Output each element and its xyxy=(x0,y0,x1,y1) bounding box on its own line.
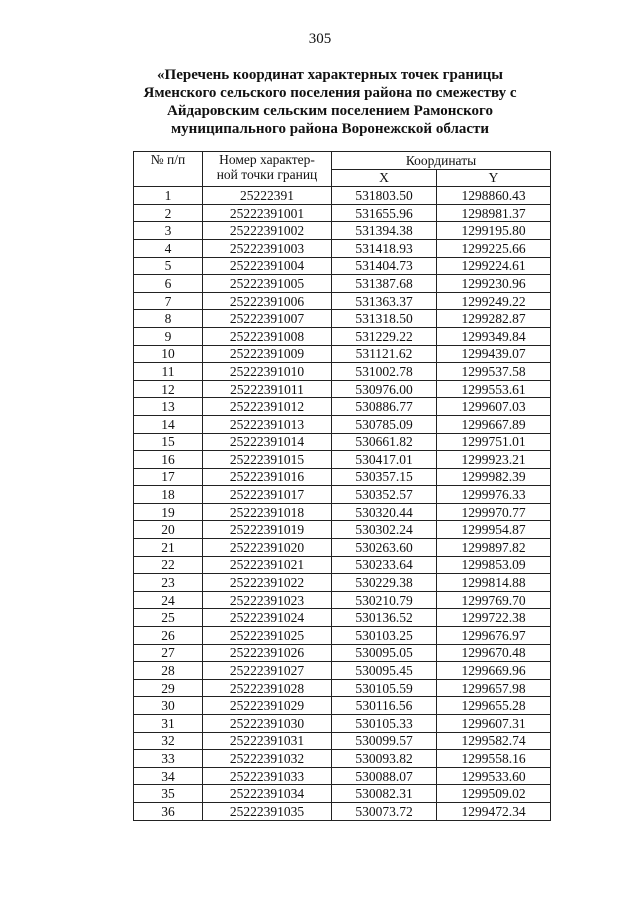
x-coordinate-cell: 531387.68 xyxy=(332,275,437,293)
x-coordinate-cell: 531002.78 xyxy=(332,363,437,381)
x-coordinate-cell: 530095.05 xyxy=(332,644,437,662)
point-number-cell: 25222391031 xyxy=(203,732,332,750)
table-row xyxy=(134,222,551,240)
y-coordinate-cell: 1299558.16 xyxy=(437,750,551,768)
page-number: 305 xyxy=(308,31,332,47)
x-coordinate-cell: 531803.50 xyxy=(332,187,437,205)
table-row xyxy=(134,187,551,205)
table-row xyxy=(134,556,551,574)
y-coordinate-cell: 1299982.39 xyxy=(437,468,551,486)
row-number-cell: 17 xyxy=(134,468,203,486)
x-coordinate-cell: 530357.15 xyxy=(332,468,437,486)
table-row xyxy=(134,591,551,609)
header-x: X xyxy=(332,169,437,187)
table-body xyxy=(134,187,551,820)
point-number-cell: 25222391021 xyxy=(203,556,332,574)
row-number-cell: 18 xyxy=(134,486,203,504)
row-number-cell: 13 xyxy=(134,398,203,416)
row-number-cell: 14 xyxy=(134,415,203,433)
table-row xyxy=(134,204,551,222)
point-number-cell: 25222391019 xyxy=(203,521,332,539)
row-number-cell: 10 xyxy=(134,345,203,363)
point-number-cell: 25222391007 xyxy=(203,310,332,328)
table-row xyxy=(134,257,551,275)
x-coordinate-cell: 531394.38 xyxy=(332,222,437,240)
x-coordinate-cell: 531418.93 xyxy=(332,239,437,257)
y-coordinate-cell: 1299472.34 xyxy=(437,802,551,820)
point-number-cell: 25222391030 xyxy=(203,715,332,733)
point-number-cell: 25222391 xyxy=(203,187,332,205)
table-row xyxy=(134,767,551,785)
row-number-cell: 19 xyxy=(134,503,203,521)
table-row xyxy=(134,785,551,803)
x-coordinate-cell: 531363.37 xyxy=(332,292,437,310)
x-coordinate-cell: 530093.82 xyxy=(332,750,437,768)
row-number-cell: 31 xyxy=(134,715,203,733)
row-number-cell: 26 xyxy=(134,627,203,645)
table-row xyxy=(134,275,551,293)
x-coordinate-cell: 530088.07 xyxy=(332,767,437,785)
table-row xyxy=(134,750,551,768)
point-number-cell: 25222391016 xyxy=(203,468,332,486)
y-coordinate-cell: 1299439.07 xyxy=(437,345,551,363)
y-coordinate-cell: 1299582.74 xyxy=(437,732,551,750)
x-coordinate-cell: 530785.09 xyxy=(332,415,437,433)
point-number-cell: 25222391033 xyxy=(203,767,332,785)
x-coordinate-cell: 530661.82 xyxy=(332,433,437,451)
header-row-number: № п/п xyxy=(134,152,203,187)
y-coordinate-cell: 1299553.61 xyxy=(437,380,551,398)
x-coordinate-cell: 530320.44 xyxy=(332,503,437,521)
y-coordinate-cell: 1299224.61 xyxy=(437,257,551,275)
row-number-cell: 2 xyxy=(134,204,203,222)
y-coordinate-cell: 1299509.02 xyxy=(437,785,551,803)
x-coordinate-cell: 530210.79 xyxy=(332,591,437,609)
x-coordinate-cell: 530136.52 xyxy=(332,609,437,627)
x-coordinate-cell: 530073.72 xyxy=(332,802,437,820)
y-coordinate-cell: 1299751.01 xyxy=(437,433,551,451)
x-coordinate-cell: 530417.01 xyxy=(332,451,437,469)
y-coordinate-cell: 1299607.31 xyxy=(437,715,551,733)
table-row xyxy=(134,802,551,820)
y-coordinate-cell: 1299897.82 xyxy=(437,539,551,557)
y-coordinate-cell: 1299970.77 xyxy=(437,503,551,521)
header-point-line: ной точки границ xyxy=(216,167,318,182)
table-row xyxy=(134,539,551,557)
y-coordinate-cell: 1299225.66 xyxy=(437,239,551,257)
coordinates-table xyxy=(133,151,551,821)
table-row xyxy=(134,715,551,733)
point-number-cell: 25222391026 xyxy=(203,644,332,662)
y-coordinate-cell: 1299657.98 xyxy=(437,679,551,697)
row-number-cell: 4 xyxy=(134,239,203,257)
point-number-cell: 25222391022 xyxy=(203,574,332,592)
x-coordinate-cell: 530095.45 xyxy=(332,662,437,680)
point-number-cell: 25222391029 xyxy=(203,697,332,715)
row-number-cell: 32 xyxy=(134,732,203,750)
table-row xyxy=(134,627,551,645)
table-row xyxy=(134,521,551,539)
row-number-cell: 21 xyxy=(134,539,203,557)
x-coordinate-cell: 530263.60 xyxy=(332,539,437,557)
table-row xyxy=(134,415,551,433)
point-number-cell: 25222391012 xyxy=(203,398,332,416)
table-row xyxy=(134,310,551,328)
table-row xyxy=(134,662,551,680)
x-coordinate-cell: 531229.22 xyxy=(332,327,437,345)
row-number-cell: 11 xyxy=(134,363,203,381)
y-coordinate-cell: 1299537.58 xyxy=(437,363,551,381)
point-number-cell: 25222391009 xyxy=(203,345,332,363)
x-coordinate-cell: 530302.24 xyxy=(332,521,437,539)
table-row xyxy=(134,433,551,451)
y-coordinate-cell: 1299195.80 xyxy=(437,222,551,240)
row-number-cell: 7 xyxy=(134,292,203,310)
table-row xyxy=(134,292,551,310)
y-coordinate-cell: 1299655.28 xyxy=(437,697,551,715)
row-number-cell: 23 xyxy=(134,574,203,592)
row-number-cell: 30 xyxy=(134,697,203,715)
y-coordinate-cell: 1299814.88 xyxy=(437,574,551,592)
title-line: «Перечень координат характерных точек границы xyxy=(157,67,503,83)
point-number-cell: 25222391027 xyxy=(203,662,332,680)
table-row xyxy=(134,609,551,627)
point-number-cell: 25222391014 xyxy=(203,433,332,451)
table-row xyxy=(134,451,551,469)
table-row xyxy=(134,345,551,363)
point-number-cell: 25222391002 xyxy=(203,222,332,240)
y-coordinate-cell: 1299607.03 xyxy=(437,398,551,416)
y-coordinate-cell: 1299282.87 xyxy=(437,310,551,328)
row-number-cell: 9 xyxy=(134,327,203,345)
y-coordinate-cell: 1299349.84 xyxy=(437,327,551,345)
row-number-cell: 15 xyxy=(134,433,203,451)
x-coordinate-cell: 531121.62 xyxy=(332,345,437,363)
point-number-cell: 25222391035 xyxy=(203,802,332,820)
point-number-cell: 25222391001 xyxy=(203,204,332,222)
row-number-cell: 29 xyxy=(134,679,203,697)
title-line: муниципального района Воронежской области xyxy=(170,121,490,137)
point-number-cell: 25222391006 xyxy=(203,292,332,310)
x-coordinate-cell: 530103.25 xyxy=(332,627,437,645)
y-coordinate-cell: 1299230.96 xyxy=(437,275,551,293)
x-coordinate-cell: 531655.96 xyxy=(332,204,437,222)
x-coordinate-cell: 530105.33 xyxy=(332,715,437,733)
y-coordinate-cell: 1299249.22 xyxy=(437,292,551,310)
row-number-cell: 27 xyxy=(134,644,203,662)
row-number-cell: 3 xyxy=(134,222,203,240)
point-number-cell: 25222391011 xyxy=(203,380,332,398)
x-coordinate-cell: 530116.56 xyxy=(332,697,437,715)
table-row xyxy=(134,327,551,345)
row-number-cell: 25 xyxy=(134,609,203,627)
x-coordinate-cell: 530105.59 xyxy=(332,679,437,697)
header-point-line: Номер характер- xyxy=(219,152,315,167)
x-coordinate-cell: 530886.77 xyxy=(332,398,437,416)
row-number-cell: 6 xyxy=(134,275,203,293)
table-row xyxy=(134,486,551,504)
row-number-cell: 12 xyxy=(134,380,203,398)
table-row xyxy=(134,398,551,416)
point-number-cell: 25222391020 xyxy=(203,539,332,557)
table-row xyxy=(134,468,551,486)
y-coordinate-cell: 1299976.33 xyxy=(437,486,551,504)
header-coordinates: Координаты xyxy=(332,152,551,170)
y-coordinate-cell: 1299670.48 xyxy=(437,644,551,662)
point-number-cell: 25222391028 xyxy=(203,679,332,697)
y-coordinate-cell: 1299667.89 xyxy=(437,415,551,433)
y-coordinate-cell: 1299722.38 xyxy=(437,609,551,627)
table-header xyxy=(134,152,551,187)
x-coordinate-cell: 530352.57 xyxy=(332,486,437,504)
point-number-cell: 25222391034 xyxy=(203,785,332,803)
table-row xyxy=(134,503,551,521)
table-row xyxy=(134,574,551,592)
table-row xyxy=(134,380,551,398)
row-number-cell: 36 xyxy=(134,802,203,820)
row-number-cell: 22 xyxy=(134,556,203,574)
y-coordinate-cell: 1298860.43 xyxy=(437,187,551,205)
point-number-cell: 25222391024 xyxy=(203,609,332,627)
y-coordinate-cell: 1299769.70 xyxy=(437,591,551,609)
point-number-cell: 25222391015 xyxy=(203,451,332,469)
row-number-cell: 20 xyxy=(134,521,203,539)
y-coordinate-cell: 1299853.09 xyxy=(437,556,551,574)
point-number-cell: 25222391013 xyxy=(203,415,332,433)
x-coordinate-cell: 531404.73 xyxy=(332,257,437,275)
point-number-cell: 25222391018 xyxy=(203,503,332,521)
row-number-cell: 24 xyxy=(134,591,203,609)
table-row xyxy=(134,697,551,715)
point-number-cell: 25222391017 xyxy=(203,486,332,504)
point-number-cell: 25222391010 xyxy=(203,363,332,381)
row-number-cell: 35 xyxy=(134,785,203,803)
x-coordinate-cell: 530976.00 xyxy=(332,380,437,398)
x-coordinate-cell: 531318.50 xyxy=(332,310,437,328)
y-coordinate-cell: 1298981.37 xyxy=(437,204,551,222)
document-title xyxy=(110,66,550,138)
y-coordinate-cell: 1299954.87 xyxy=(437,521,551,539)
header-y: Y xyxy=(437,169,551,187)
x-coordinate-cell: 530082.31 xyxy=(332,785,437,803)
point-number-cell: 25222391004 xyxy=(203,257,332,275)
table-row xyxy=(134,363,551,381)
row-number-cell: 1 xyxy=(134,187,203,205)
point-number-cell: 25222391008 xyxy=(203,327,332,345)
y-coordinate-cell: 1299669.96 xyxy=(437,662,551,680)
table-row xyxy=(134,239,551,257)
point-number-cell: 25222391025 xyxy=(203,627,332,645)
y-coordinate-cell: 1299533.60 xyxy=(437,767,551,785)
y-coordinate-cell: 1299676.97 xyxy=(437,627,551,645)
x-coordinate-cell: 530099.57 xyxy=(332,732,437,750)
point-number-cell: 25222391003 xyxy=(203,239,332,257)
row-number-cell: 16 xyxy=(134,451,203,469)
table-row xyxy=(134,679,551,697)
row-number-cell: 8 xyxy=(134,310,203,328)
table-row xyxy=(134,732,551,750)
point-number-cell: 25222391032 xyxy=(203,750,332,768)
title-line: Яменского сельского поселения района по смежеству с xyxy=(143,85,517,101)
row-number-cell: 33 xyxy=(134,750,203,768)
row-number-cell: 34 xyxy=(134,767,203,785)
x-coordinate-cell: 530229.38 xyxy=(332,574,437,592)
table-row xyxy=(134,644,551,662)
header-point-number xyxy=(203,152,332,187)
x-coordinate-cell: 530233.64 xyxy=(332,556,437,574)
point-number-cell: 25222391023 xyxy=(203,591,332,609)
row-number-cell: 28 xyxy=(134,662,203,680)
point-number-cell: 25222391005 xyxy=(203,275,332,293)
row-number-cell: 5 xyxy=(134,257,203,275)
title-line: Айдаровским сельским поселением Рамонского xyxy=(167,103,493,119)
y-coordinate-cell: 1299923.21 xyxy=(437,451,551,469)
